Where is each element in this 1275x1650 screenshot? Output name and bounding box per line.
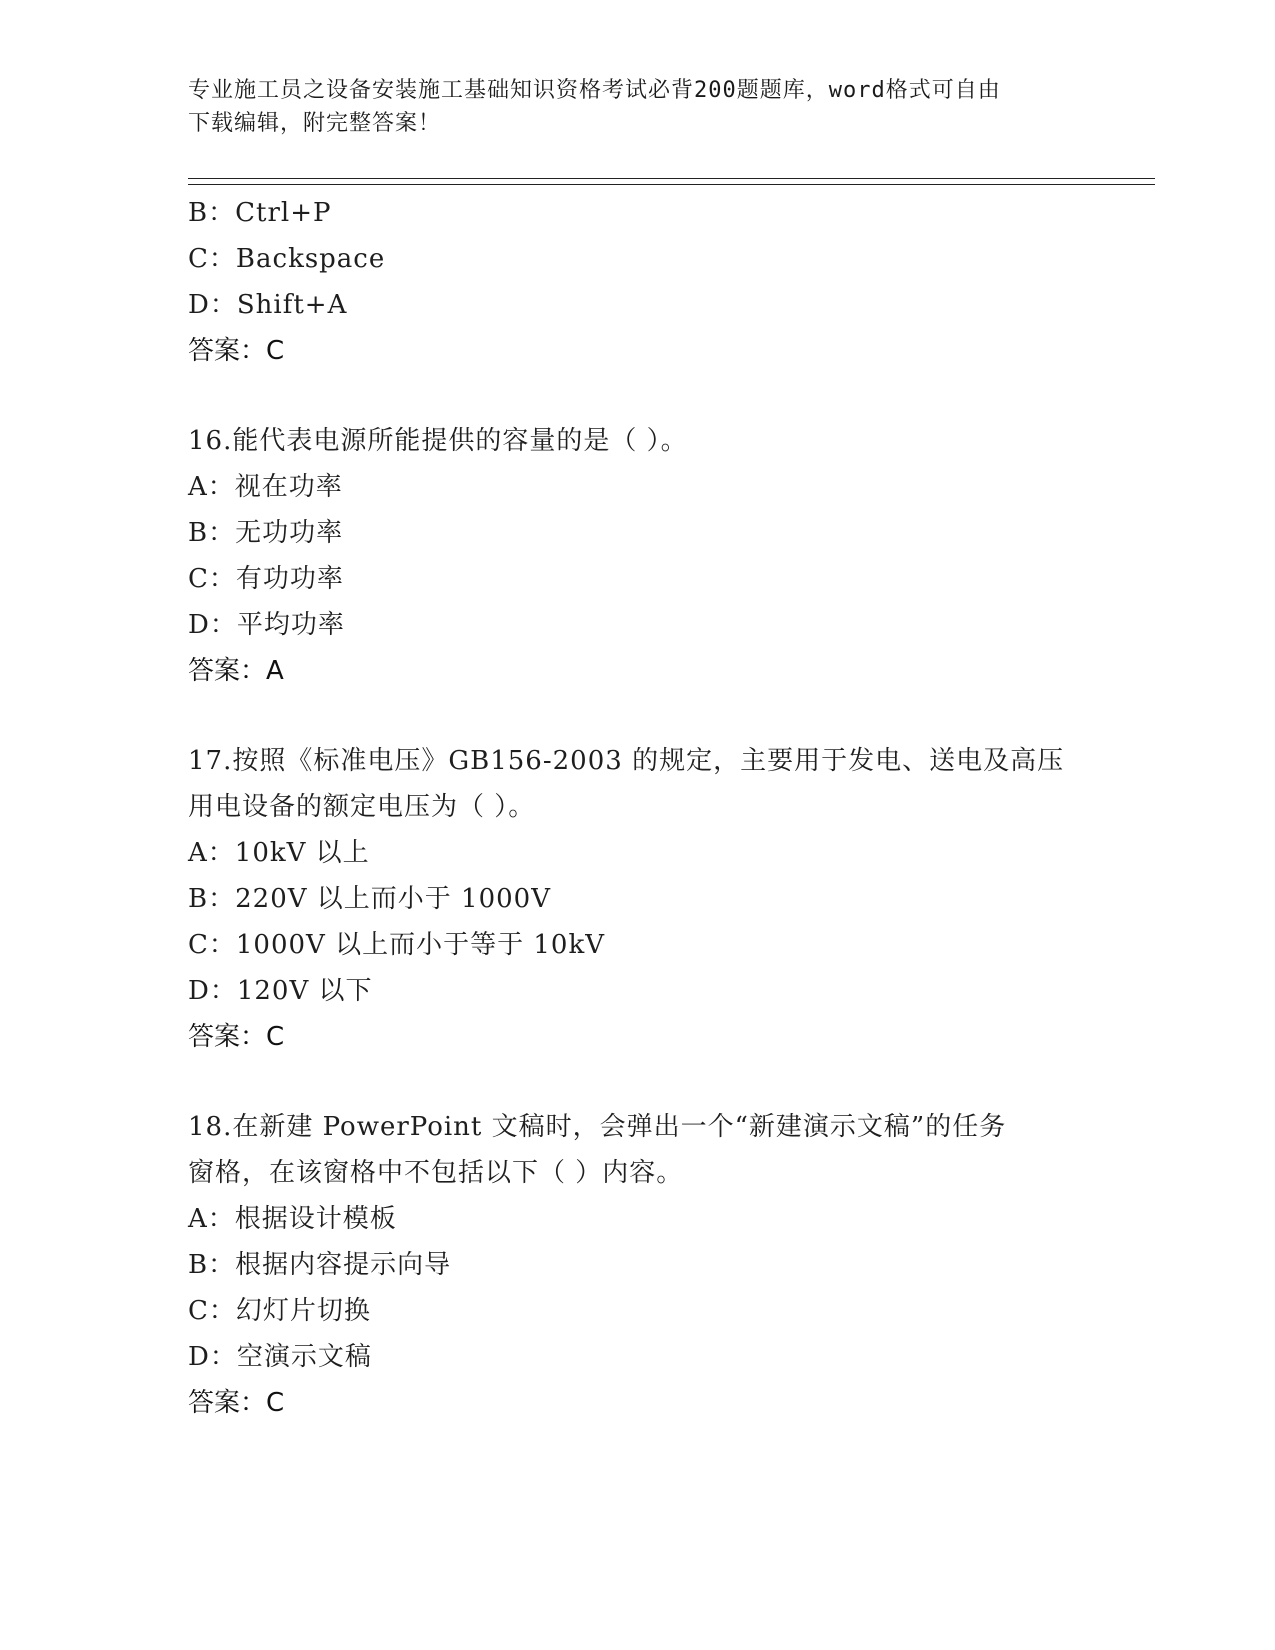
spacer <box>188 694 1108 738</box>
question-15-continuation <box>188 190 1108 374</box>
question-stem-line-1: 18.在新建 PowerPoint 文稿时，会弹出一个“新建演示文稿”的任务 <box>188 1112 1007 1142</box>
option-d: D：Shift+A <box>188 290 348 320</box>
option-d: D：120V 以下 <box>188 976 373 1006</box>
spacer <box>188 374 1108 418</box>
question-17 <box>188 738 1108 1060</box>
answer-line: 答案：A <box>188 656 284 686</box>
option-d: D：空演示文稿 <box>188 1342 372 1372</box>
option-b: B：无功功率 <box>188 518 344 548</box>
option-a: A：视在功率 <box>188 472 343 502</box>
option-a: A：根据设计模板 <box>188 1204 397 1234</box>
option-a: A：10kV 以上 <box>188 838 370 868</box>
answer-line: 答案：C <box>188 1388 285 1418</box>
question-stem-line-1: 17.按照《标准电压》GB156-2003 的规定，主要用于发电、送电及高压 <box>188 746 1065 776</box>
question-18 <box>188 1104 1108 1426</box>
header-divider-bottom <box>188 184 1155 185</box>
option-c: C：Backspace <box>188 244 386 274</box>
header-title-line-1: 专业施工员之设备安装施工基础知识资格考试必背200题题库，word格式可自由 <box>188 78 1001 103</box>
option-d: D：平均功率 <box>188 610 345 640</box>
header-divider-top <box>188 178 1155 179</box>
option-b: B：220V 以上而小于 1000V <box>188 884 551 914</box>
page-header <box>188 74 1088 140</box>
option-b: B：Ctrl+P <box>188 198 332 228</box>
option-b: B：根据内容提示向导 <box>188 1250 452 1280</box>
question-stem-line-2: 窗格，在该窗格中不包括以下（ ）内容。 <box>188 1158 684 1188</box>
option-c: C：幻灯片切换 <box>188 1296 371 1326</box>
header-title-line-2: 下载编辑，附完整答案！ <box>188 111 442 136</box>
answer-line: 答案：C <box>188 1022 285 1052</box>
spacer <box>188 1060 1108 1104</box>
question-stem: 16.能代表电源所能提供的容量的是（ ）。 <box>188 426 688 456</box>
question-content <box>188 190 1108 1426</box>
answer-line: 答案：C <box>188 336 285 366</box>
option-c: C：1000V 以上而小于等于 10kV <box>188 930 605 960</box>
option-c: C：有功功率 <box>188 564 344 594</box>
question-stem-line-2: 用电设备的额定电压为（ ）。 <box>188 792 536 822</box>
question-16 <box>188 418 1108 694</box>
